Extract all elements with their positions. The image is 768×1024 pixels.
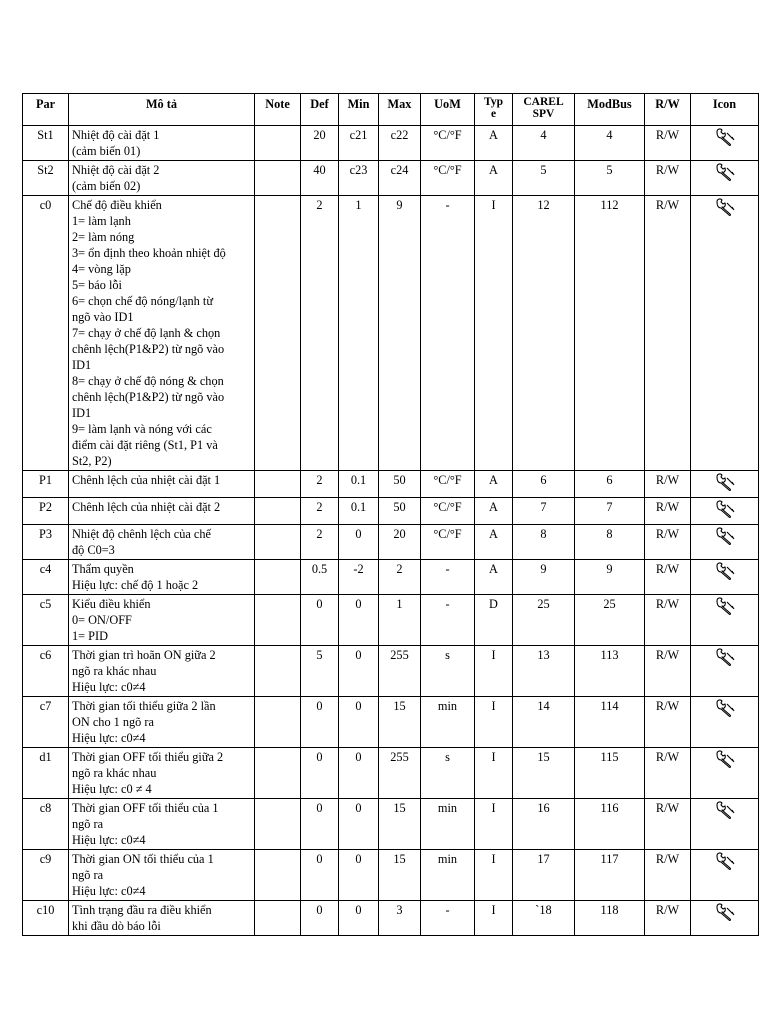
description-line: khi đầu dò báo lỗi [72,919,161,933]
cell-note [255,471,301,498]
cell-note [255,850,301,901]
cell-carel-spv: 13 [513,646,575,697]
cell-type: A [475,161,513,196]
cell-uom: - [421,595,475,646]
cell-uom: min [421,697,475,748]
cell-uom: - [421,901,475,936]
cell-par: c5 [23,595,69,646]
description-line: 1= PID [72,629,108,643]
description-line: 6= chọn chế độ nóng/lạnh từ [72,294,213,308]
description-line: Thẩm quyền [72,562,134,576]
table-row [23,196,759,471]
cell-type: A [475,560,513,595]
cell-rw: R/W [645,901,691,936]
header-carel-spv: CAREL SPV [513,94,575,126]
cell-carel-spv: 6 [513,471,575,498]
cell-def: 20 [301,126,339,161]
description-line: ngõ ra khác nhau [72,766,157,780]
cell-def: 0 [301,799,339,850]
cell-par: P2 [23,498,69,525]
cell-modbus: 114 [575,697,645,748]
cell-type: I [475,196,513,471]
cell-carel-spv: `18 [513,901,575,936]
description-line: ngõ ra khác nhau [72,664,157,678]
wrench-icon [714,758,736,772]
cell-modbus: 117 [575,850,645,901]
cell-max: 255 [379,646,421,697]
cell-icon [691,525,759,560]
description-line: 8= chạy ở chế độ nóng & chọn [72,374,224,388]
cell-min: 1 [339,196,379,471]
table-row [23,161,759,196]
cell-note [255,525,301,560]
description-line: (cảm biến 01) [72,144,141,158]
cell-def: 0 [301,697,339,748]
cell-carel-spv: 25 [513,595,575,646]
cell-description [69,697,255,748]
description-line: 2= làm nóng [72,230,135,244]
table-row [23,498,759,525]
wrench-icon [714,535,736,549]
cell-par: St1 [23,126,69,161]
cell-def: 0 [301,748,339,799]
cell-min: 0 [339,748,379,799]
cell-note [255,595,301,646]
cell-max: c24 [379,161,421,196]
cell-type: I [475,697,513,748]
cell-icon [691,161,759,196]
description-line: Chênh lệch của nhiệt cài đặt 2 [72,500,221,514]
cell-icon [691,126,759,161]
cell-def: 0 [301,901,339,936]
cell-def: 2 [301,471,339,498]
cell-min: 0 [339,646,379,697]
cell-type: I [475,799,513,850]
cell-par: St2 [23,161,69,196]
cell-icon [691,850,759,901]
cell-modbus: 112 [575,196,645,471]
header-uom: UoM [421,94,475,126]
cell-carel-spv: 12 [513,196,575,471]
cell-note [255,901,301,936]
cell-description [69,646,255,697]
cell-note [255,560,301,595]
cell-par: c10 [23,901,69,936]
description-line: Chênh lệch của nhiệt cài đặt 1 [72,473,221,487]
table-row [23,850,759,901]
wrench-icon [714,508,736,522]
description-line: 9= làm lạnh và nóng với các [72,422,212,436]
cell-par: d1 [23,748,69,799]
cell-max: c22 [379,126,421,161]
cell-carel-spv: 7 [513,498,575,525]
cell-par: P1 [23,471,69,498]
cell-note [255,799,301,850]
cell-max: 15 [379,799,421,850]
description-line: Kiểu điều khiển [72,597,151,611]
cell-icon [691,498,759,525]
wrench-icon [714,206,736,220]
cell-note [255,196,301,471]
description-line: ID1 [72,358,92,372]
cell-max: 1 [379,595,421,646]
cell-description [69,850,255,901]
header-modbus: ModBus [575,94,645,126]
cell-rw: R/W [645,748,691,799]
cell-max: 3 [379,901,421,936]
wrench-icon [714,481,736,495]
description-line: Thời gian OFF tối thiểu của 1 [72,801,219,815]
cell-carel-spv: 16 [513,799,575,850]
table-row [23,560,759,595]
cell-rw: R/W [645,646,691,697]
cell-uom: °C/°F [421,525,475,560]
cell-uom: s [421,646,475,697]
cell-modbus: 113 [575,646,645,697]
header-rw: R/W [645,94,691,126]
cell-type: I [475,850,513,901]
cell-rw: R/W [645,560,691,595]
cell-icon [691,560,759,595]
table-row [23,901,759,936]
cell-note [255,748,301,799]
wrench-icon [714,171,736,185]
cell-description [69,161,255,196]
cell-def: 40 [301,161,339,196]
cell-type: A [475,126,513,161]
cell-carel-spv: 17 [513,850,575,901]
cell-note [255,697,301,748]
cell-max: 9 [379,196,421,471]
description-line: (cảm biến 02) [72,179,141,193]
cell-def: 2 [301,196,339,471]
cell-modbus: 4 [575,126,645,161]
description-line: ngõ ra [72,817,104,831]
cell-rw: R/W [645,498,691,525]
description-line: 0= ON/OFF [72,613,132,627]
cell-rw: R/W [645,161,691,196]
cell-def: 5 [301,646,339,697]
description-line: Nhiệt độ cài đặt 2 [72,163,160,177]
cell-modbus: 25 [575,595,645,646]
cell-par: c7 [23,697,69,748]
cell-def: 0 [301,595,339,646]
cell-modbus: 5 [575,161,645,196]
wrench-icon [714,136,736,150]
description-line: chênh lệch(P1&P2) từ ngõ vào [72,342,225,356]
cell-description [69,196,255,471]
cell-rw: R/W [645,196,691,471]
header-def: Def [301,94,339,126]
cell-min: 0 [339,901,379,936]
cell-carel-spv: 14 [513,697,575,748]
cell-type: D [475,595,513,646]
cell-max: 15 [379,697,421,748]
header-row [23,94,759,126]
wrench-icon [714,605,736,619]
description-line: ngõ vào ID1 [72,310,134,324]
cell-uom: - [421,196,475,471]
description-line: Thời gian OFF tối thiểu giữa 2 [72,750,224,764]
cell-par: c6 [23,646,69,697]
cell-modbus: 116 [575,799,645,850]
table-row [23,646,759,697]
wrench-icon [714,707,736,721]
table-body [23,126,759,936]
header-par: Par [23,94,69,126]
cell-min: 0 [339,697,379,748]
cell-icon [691,196,759,471]
description-line: 5= báo lỗi [72,278,122,292]
table-row [23,799,759,850]
cell-carel-spv: 15 [513,748,575,799]
cell-icon [691,901,759,936]
description-line: 4= vòng lặp [72,262,131,276]
description-line: 3= ổn định theo khoản nhiệt độ [72,246,226,260]
header-max: Max [379,94,421,126]
table-row [23,525,759,560]
table-row [23,748,759,799]
cell-rw: R/W [645,850,691,901]
cell-def: 2 [301,525,339,560]
cell-uom: °C/°F [421,126,475,161]
cell-icon [691,799,759,850]
cell-description [69,126,255,161]
cell-max: 2 [379,560,421,595]
cell-max: 255 [379,748,421,799]
cell-par: c4 [23,560,69,595]
cell-par: c8 [23,799,69,850]
cell-carel-spv: 8 [513,525,575,560]
cell-rw: R/W [645,595,691,646]
description-line: St2, P2) [72,454,112,468]
cell-max: 20 [379,525,421,560]
cell-description [69,595,255,646]
cell-type: I [475,748,513,799]
description-line: 7= chạy ở chế độ lạnh & chọn [72,326,221,340]
table-row [23,697,759,748]
cell-rw: R/W [645,471,691,498]
description-line: chênh lệch(P1&P2) từ ngõ vào [72,390,225,404]
cell-type: I [475,646,513,697]
cell-description [69,748,255,799]
cell-rw: R/W [645,697,691,748]
cell-description [69,901,255,936]
description-line: Hiệu lực: c0 ≠ 4 [72,782,152,796]
cell-rw: R/W [645,799,691,850]
cell-type: A [475,498,513,525]
description-line: ID1 [72,406,92,420]
cell-icon [691,595,759,646]
wrench-icon [714,911,736,925]
cell-note [255,161,301,196]
cell-min: 0 [339,850,379,901]
cell-description [69,498,255,525]
wrench-icon [714,860,736,874]
cell-min: c23 [339,161,379,196]
cell-modbus: 6 [575,471,645,498]
cell-description [69,799,255,850]
cell-icon [691,646,759,697]
cell-min: 0.1 [339,498,379,525]
header-min: Min [339,94,379,126]
description-line: Thời gian ON tối thiểu của 1 [72,852,214,866]
header-type: Typ e [475,94,513,126]
cell-uom: °C/°F [421,471,475,498]
cell-rw: R/W [645,525,691,560]
description-line: Thời gian tối thiểu giữa 2 lần [72,699,216,713]
header-description: Mô tả [69,94,255,126]
description-line: Hiệu lực: c0≠4 [72,884,146,898]
table-row [23,595,759,646]
cell-icon [691,748,759,799]
cell-note [255,126,301,161]
description-line: ngõ ra [72,868,104,882]
cell-carel-spv: 5 [513,161,575,196]
cell-max: 15 [379,850,421,901]
wrench-icon [714,656,736,670]
cell-type: I [475,901,513,936]
cell-max: 50 [379,471,421,498]
description-line: Chế độ điều khiển [72,198,162,212]
cell-note [255,498,301,525]
cell-par: c9 [23,850,69,901]
wrench-icon [714,809,736,823]
header-icon: Icon [691,94,759,126]
description-line: ON cho 1 ngõ ra [72,715,154,729]
cell-uom: °C/°F [421,498,475,525]
cell-min: 0 [339,525,379,560]
cell-icon [691,471,759,498]
cell-modbus: 9 [575,560,645,595]
cell-description [69,525,255,560]
cell-def: 2 [301,498,339,525]
cell-description [69,471,255,498]
cell-modbus: 115 [575,748,645,799]
cell-min: c21 [339,126,379,161]
description-line: Thời gian trì hoãn ON giữa 2 [72,648,216,662]
cell-def: 0.5 [301,560,339,595]
cell-uom: min [421,850,475,901]
cell-def: 0 [301,850,339,901]
cell-modbus: 7 [575,498,645,525]
description-line: Hiệu lực: chế độ 1 hoặc 2 [72,578,199,592]
cell-uom: s [421,748,475,799]
cell-min: 0 [339,595,379,646]
cell-uom: min [421,799,475,850]
cell-rw: R/W [645,126,691,161]
cell-min: 0.1 [339,471,379,498]
wrench-icon [714,570,736,584]
cell-note [255,646,301,697]
parameter-table [22,93,759,936]
cell-max: 50 [379,498,421,525]
cell-min: -2 [339,560,379,595]
cell-type: A [475,525,513,560]
table-row [23,126,759,161]
description-line: Nhiệt độ chênh lệch của chế [72,527,211,541]
cell-uom: - [421,560,475,595]
header-note: Note [255,94,301,126]
cell-description [69,560,255,595]
description-line: Hiệu lực: c0≠4 [72,680,146,694]
cell-modbus: 8 [575,525,645,560]
cell-carel-spv: 9 [513,560,575,595]
cell-par: c0 [23,196,69,471]
description-line: Nhiệt độ cài đặt 1 [72,128,160,142]
cell-type: A [475,471,513,498]
cell-min: 0 [339,799,379,850]
table-row [23,471,759,498]
description-line: Hiệu lực: c0≠4 [72,731,146,745]
description-line: độ C0=3 [72,543,115,557]
cell-icon [691,697,759,748]
cell-uom: °C/°F [421,161,475,196]
cell-carel-spv: 4 [513,126,575,161]
description-line: điểm cài đặt riêng (St1, P1 và [72,438,218,452]
description-line: 1= làm lạnh [72,214,131,228]
cell-modbus: 118 [575,901,645,936]
cell-par: P3 [23,525,69,560]
description-line: Hiệu lực: c0≠4 [72,833,146,847]
description-line: Tình trạng đầu ra điều khiển [72,903,212,917]
